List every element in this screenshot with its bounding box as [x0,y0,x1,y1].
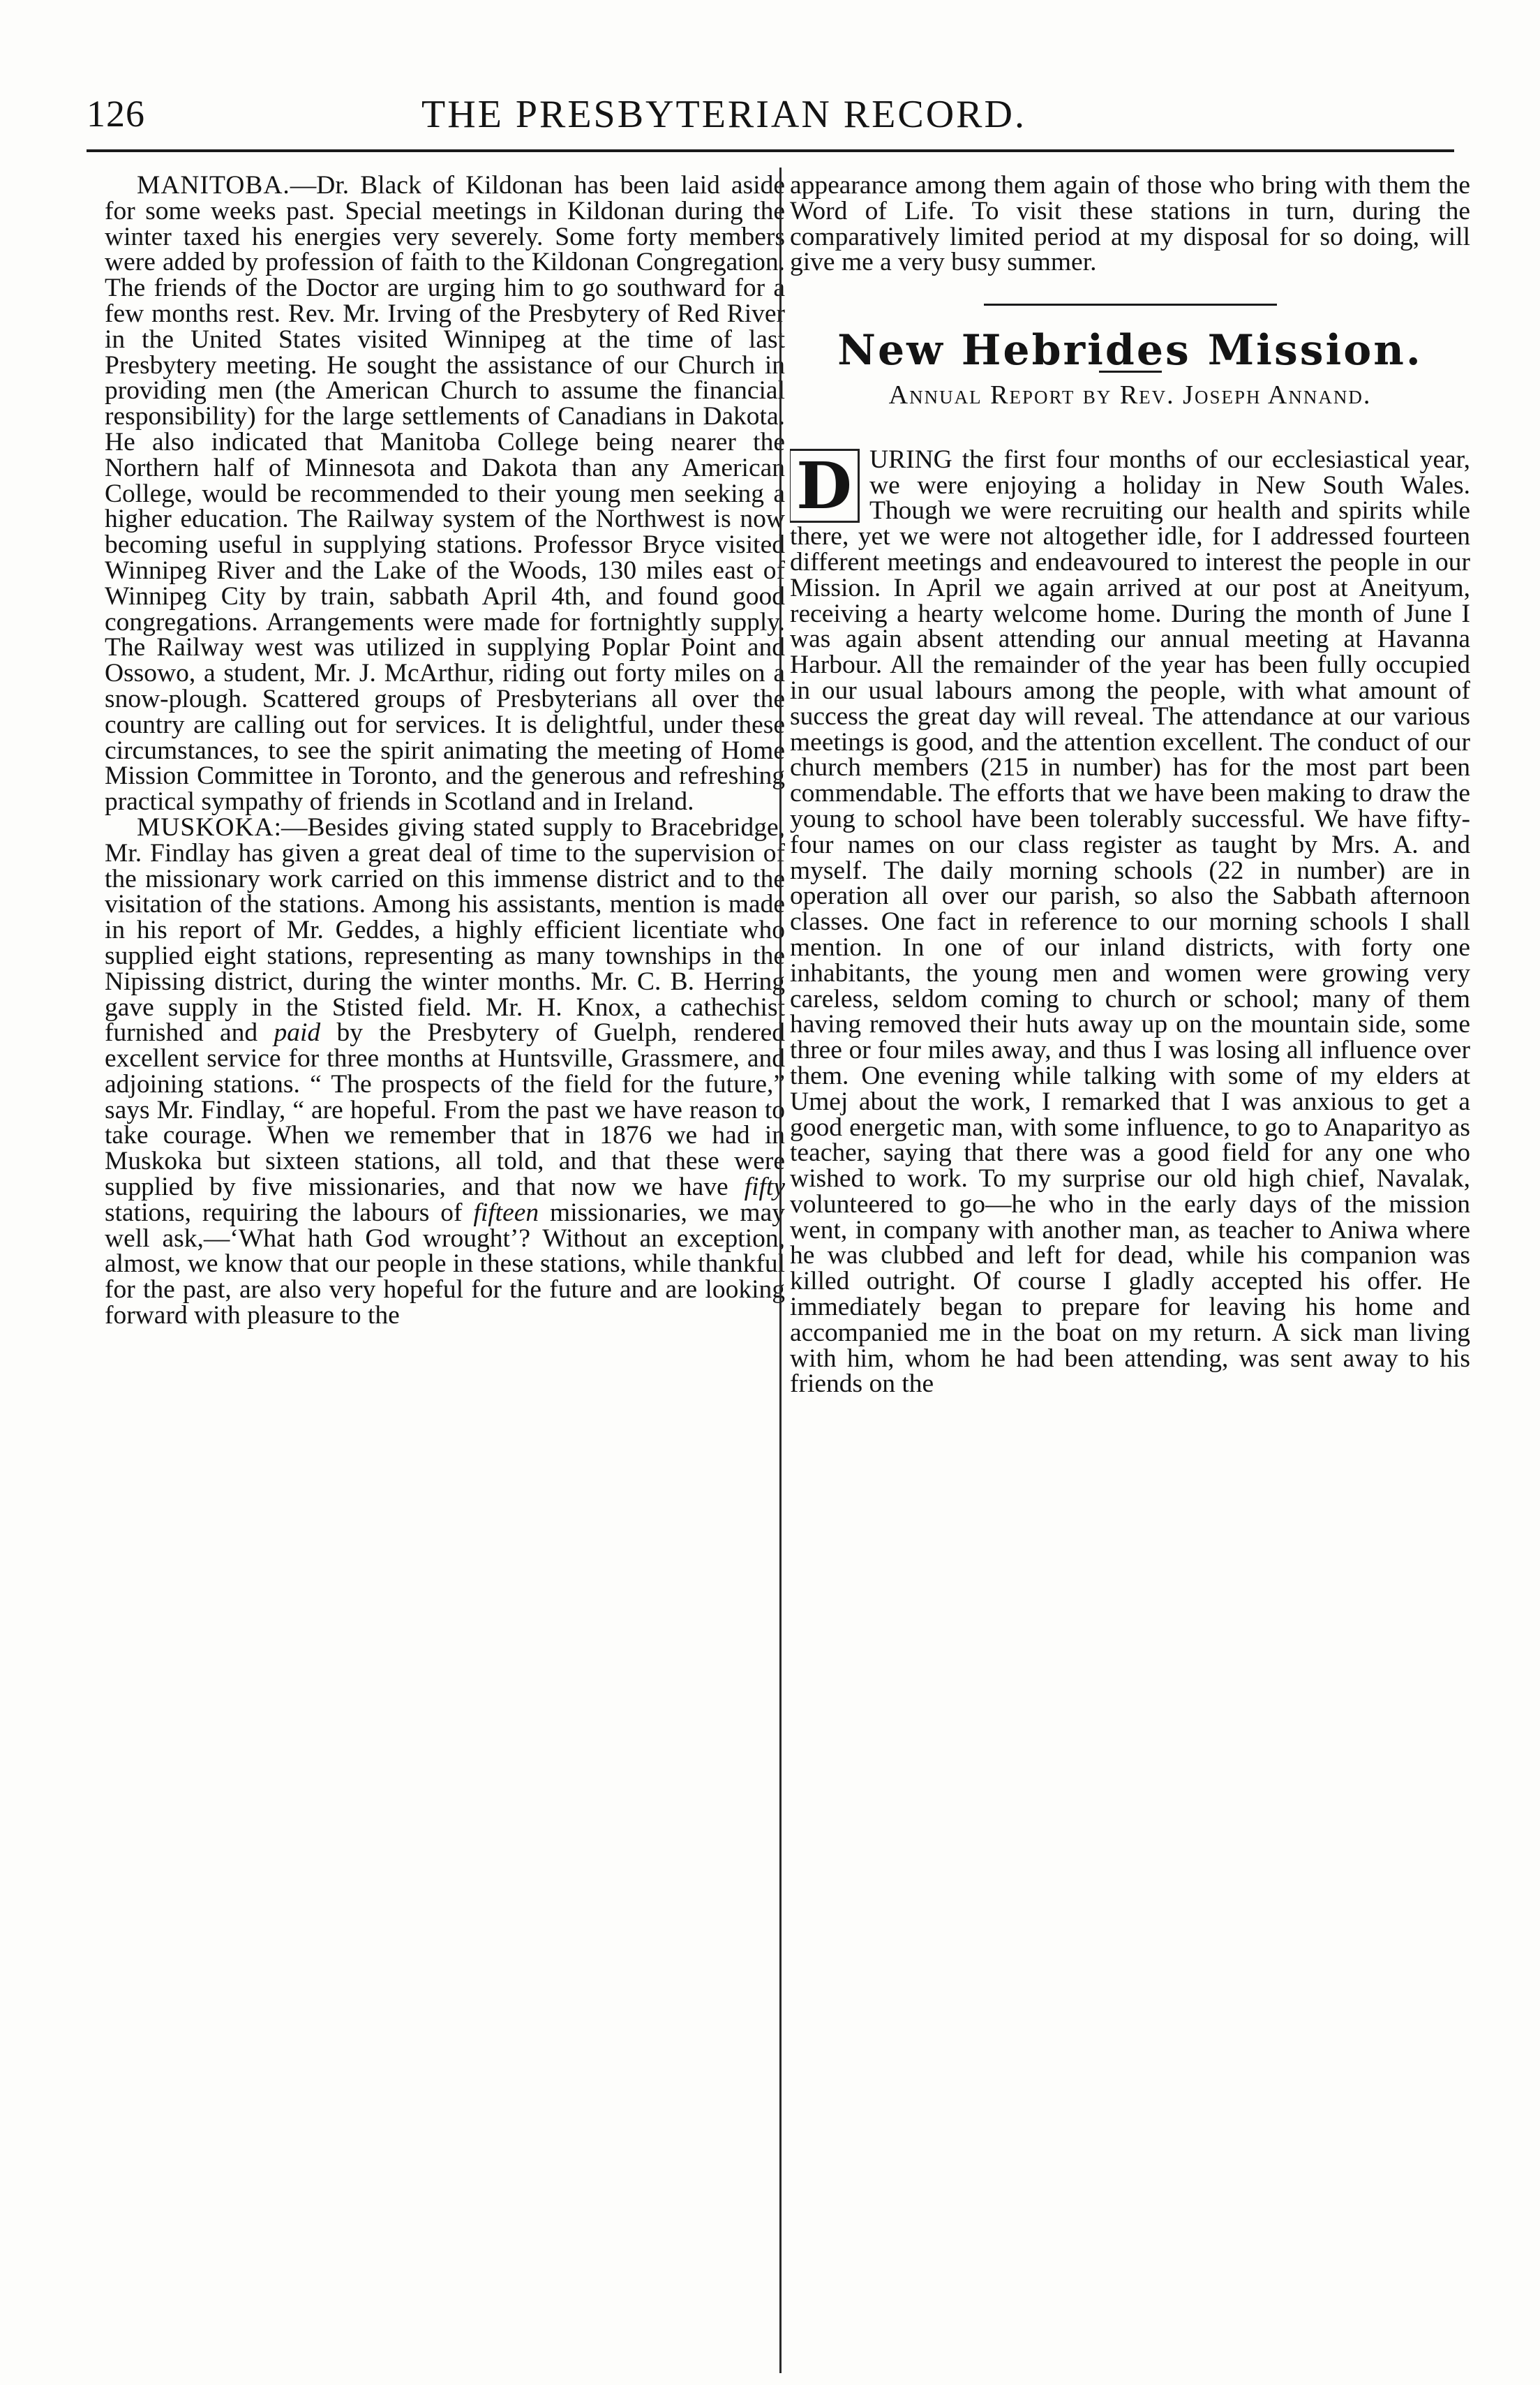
section-title: New Hebrides Mission. [837,326,1423,376]
header-rule [87,149,1454,152]
muskoka-text-a: :—Besides giving stated supply to Bracebridge, Mr. Findlay has given a great deal of time to the supervision of the missionary work carried on this immense district and to the visitation of the stations. Among his assistants, mention is made in his report of Mr. Geddes, a highly efficient licentiate who supplied eight stations, representing as many townships in the Nipissing district, during the winter months. Mr. C. B. Herring gave supply in the Stisted field. Mr. H. Knox, a cathechist furnished and [105,812,785,1048]
byline: Annual Report by Rev. Joseph Annand. [888,380,1372,410]
running-title: THE PRESBYTERIAN RECORD. [421,93,1026,136]
section-rule [984,304,1277,306]
muskoka-italic-fifteen: fifteen [473,1198,539,1227]
page-header [87,92,1454,148]
muskoka-italic-paid: paid [274,1018,321,1048]
muskoka-paragraph [105,812,785,1330]
report-paragraph [790,447,1470,1397]
muskoka-label: MUSKOKA [137,812,274,842]
dropcap-letter: D [790,449,860,523]
column-divider [779,168,782,2373]
muskoka-italic-fifty: fifty [744,1173,785,1202]
manitoba-paragraph [105,173,785,815]
report-text: URING the first four months of our ecclesiastical year, we were enjoying a holiday in New South Wales. Though we were recruiting our health and spirits while there, yet we were not altogether idle, for I addressed fourteen different meetings and endeavoured to interest the people in our Mission. In April we again arrived at our post at Aneityum, receiving a hearty welcome home. During the month of June I was again absent attending our annual meeting at Havanna Harbour. All the remainder of the year has been fully occupied in our usual labours among the people, with what amount of success the great day will reveal. The attendance at our various meetings is good, and the attention excellent. The conduct of our church members (215 in number) has for the most part been commendable. The efforts that we have been making to draw the young to school have been tolerably successful. We have fifty-four names on our class register as taught by Mrs. A. and myself. The daily morning schools (22 in number) are in operation all over our parish, so also the Sabbath afternoon classes. One fact in reference to our morning schools I shall mention. In one of our inland districts, with forty one inhabitants, the young men and women were growing very careless, seldom coming to church or school; many of them having removed their huts away up on the mountain side, some three or four miles away, and thus I was losing all influence over them. One evening while talking with some of my elders at Umej about the work, I remarked that I was anxious to get a good energetic man, with some influence, to go to Anaparityo as teacher, saying that there was a good field for any one who wished to work. To my surprise our old high chief, Navalak, volunteered to go—he who in the early days of the mission went, in company with another man, as teacher to Aniwa where he was clubbed and left for dead, while his companion was killed outright. Of course I gladly accepted his offer. He immediately began to prepare for leaving his home and accompanied me in the boat on my return. A sick man living with him, whom he had been attending, was sent away to his friends on the [790,445,1470,1399]
left-column [105,173,785,2372]
manitoba-label: MANITOBA. [137,173,290,200]
manitoba-text: —Dr. Black of Kildonan has been laid aside for some weeks past. Special meetings in Kildonan during the winter taxed his energies very severely. Some forty members were added by profession of faith to the Kildonan Congregation. The friends of the Doctor are urging him to go southward for a few months rest. Rev. Mr. Irving of the Presbytery of Red River in the United States visited Winnipeg at the time of last Presbytery meeting. He sought the assistance of our Church in providing men (the American Church to assume the financial responsibility) for the large settlements of Canadians in Dakota. He also indicated that Manitoba College being nearer the Northern half of Minnesota and Dakota than any American College, would be recommended to their young men seeking a higher education. The Railway system of the Northwest is now becoming useful in supplying stations. Professor Bryce visited Winnipeg River and the Lake of the Woods, 130 miles east of Winnipeg City by train, sabbath April 4th, and found good congregations. Arrangements were made for fortnightly supply. The Railway west was utilized in supplying Poplar Point and Ossowo, a student, Mr. J. McArthur, riding out forty miles on a snow-plough. Scattered groups of Presbyterians all over the country are calling out for services. It is delightful, under these circumstances, to see the spirit animating the meeting of Home Mission Committee in Toronto, and the generous and refreshing practical sympathy of friends in Scotland and in Ireland. [105,173,785,817]
right-column [790,173,1470,2372]
muskoka-text-d: missionaries, we may well ask,—‘What hath God wrought’? Without an exception, almost, we know that our people in these stations, while thankful for the past, are also very hopeful for the future and are looking forward with pleasure to the [105,1198,785,1330]
muskoka-text-b: by the Presbytery of Guelph, rendered excellent service for three months at Huntsville, Grassmere, and adjoining stations. “ The prospects of the field for the future,” says Mr. Findlay, “ are hopeful. From the past we have reason to take courage. When we remember that in 1876 we had in Muskoka but sixteen stations, all told, and that these were supplied by five missionaries, and that now we have [105,1018,785,1202]
page-number: 126 [87,93,145,135]
muskoka-text-c: stations, requiring the labours of [105,1198,474,1227]
continuation-paragraph: appearance among them again of those who bring with them the Word of Life. To visit these stations in turn, during the comparatively limited period at my disposal for so doing, will give me a very busy summer. [790,173,1470,277]
